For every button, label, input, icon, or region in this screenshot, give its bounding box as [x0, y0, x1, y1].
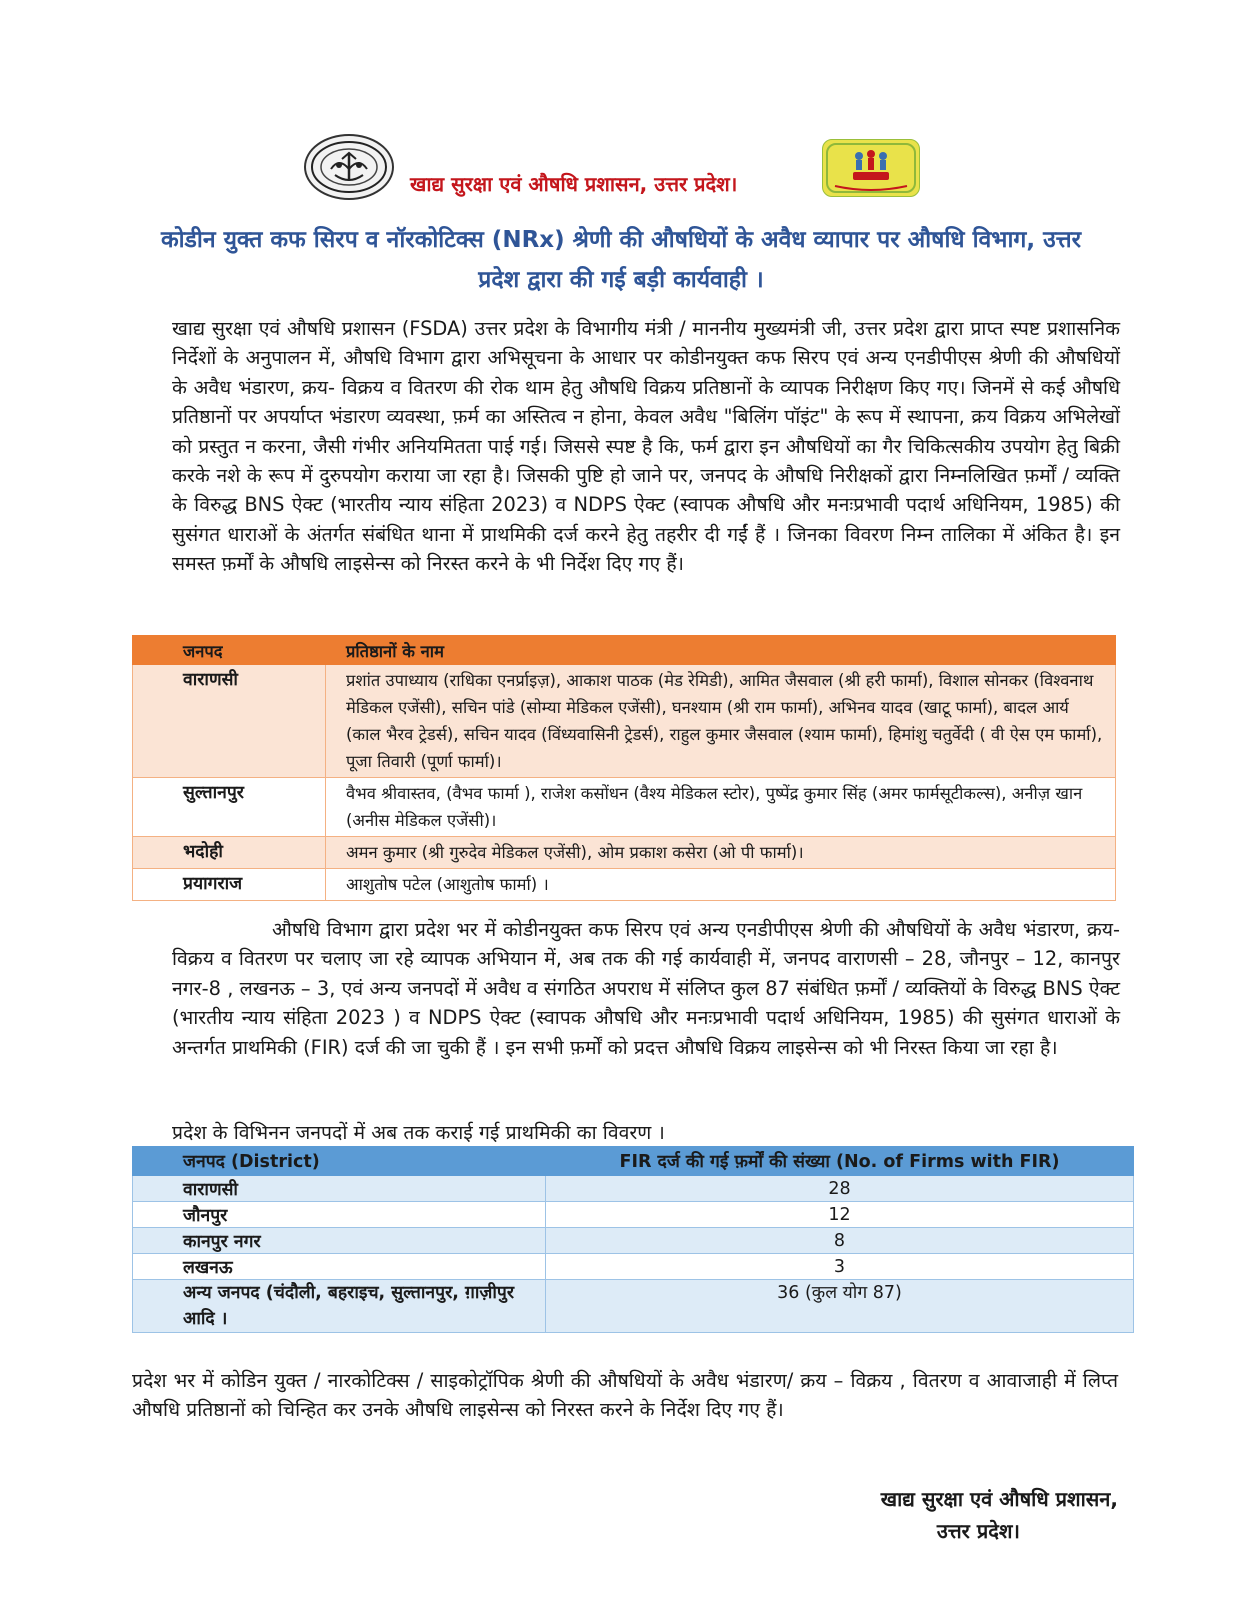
column-header-names: प्रतिष्ठानों के नाम [326, 636, 1116, 665]
table-row [133, 1176, 1134, 1202]
signature-line-2: उत्तर प्रदेश। [936, 1519, 1020, 1543]
table-row [133, 837, 1116, 869]
district-cell: जौनपुर [133, 1202, 546, 1228]
district-cell: लखनऊ [133, 1254, 546, 1280]
table-row [133, 1280, 1134, 1333]
table-row [133, 869, 1116, 901]
table-row [133, 665, 1116, 778]
count-cell: 12 [546, 1202, 1134, 1228]
intro-paragraph: खाद्य सुरक्षा एवं औषधि प्रशासन (FSDA) उत्तर प्रदेश के विभागीय मंत्री / माननीय मुख्यमंत्री जी, उत्तर प्रदेश द्वारा प्राप्त स्पष्ट प्रशासनिक निर्देशों के अनुपालन में, औषधि विभाग द्वारा अभिसूचना के आधार पर कोडीनयुक्त कफ सिरप एवं अन्य एनडीपीएस श्रेणी की औषधियों के अवैध भंडारण, क्रय- विक्रय व वितरण की रोक थाम हेतु औषधि विक्रय प्रतिष्ठानों के व्यापक निरीक्षण किए गए। जिनमें से कई औषधि प्रतिष्ठानों पर अपर्याप्त भंडारण व्यवस्था, फ़र्म का अस्तित्व न होना, केवल अवैध "बिलिंग पॉइंट" के रूप में स्थापना, क्रय विक्रय अभिलेखों को प्रस्तुत न करना, जैसी गंभीर अनियमितता पाई गई। जिससे स्पष्ट है कि, फर्म द्वारा इन औषधियों का गैर चिकित्सकीय उपयोग हेतु बिक्री करके नशे के रूप में दुरुपयोग कराया जा रहा है। जिसकी पुष्टि हो जाने पर, जनपद के औषधि निरीक्षकों द्वारा निम्नलिखित फ़र्मों / व्यक्ति के विरुद्ध BNS ऐक्ट (भारतीय न्याय संहिता 2023) व NDPS ऐक्ट (स्वापक औषधि और मनःप्रभावी पदार्थ अधिनियम, 1985) की सुसंगत धाराओं के अंतर्गत संबंधित थाना में प्राथमिकी दर्ज करने हेतु तहरीर दी गईं हैं । जिनका विवरण निम्न तालिका में अंकित है। इन समस्त फ़र्मों के औषधि लाइसेन्स को निरस्त करने के भी निर्देश दिए गए हैं। [172, 317, 1121, 576]
table-caption: प्रदेश के विभिनन जनपदों में अब तक कराई गई प्राथमिकी का विवरण । [172, 1121, 665, 1144]
department-title: खाद्य सुरक्षा एवं औषधि प्रशासन, उत्तर प्रदेश। [410, 172, 738, 196]
count-cell: 8 [546, 1228, 1134, 1254]
table-header-row [133, 636, 1116, 665]
names-cell: प्रशांत उपाध्याय (राधिका एनर्प्राइज़), आकाश पाठक (मेड रेमिडी), आमित जैसवाल (श्री हरी फार्मा), विशाल सोनकर (विश्वनाथ मेडिकल एजेंसी), सचिन पांडे (सोम्या मेडिकल एजेंसी), घनश्याम (श्री राम फार्मा), अभिनव यादव (खाटू फार्मा), बादल आर्य (काल भैरव ट्रेडर्स), सचिन यादव (विंध्यवासिनी ट्रेडर्स), राहुल कुमार जैसवाल (श्याम फार्मा), हिमांशु चतुर्वेदी ( वी ऐस एम फार्मा), पूजा तिवारी (पूर्णा फार्मा)। [326, 665, 1116, 778]
campaign-paragraph: औषधि विभाग द्वारा प्रदेश भर में कोडीनयुक्त कफ सिरप एवं अन्य एनडीपीएस श्रेणी की औषधियों के अवैध भंडारण, क्रय- विक्रय व वितरण पर चलाए जा रहे व्यापक अभियान में, अब तक की गई कार्यवाही में, जनपद वाराणसी – 28, जौनपुर – 12, कानपुर नगर-8 , लखनऊ – 3, एवं अन्य जनपदों में अवैध व संगठित अपराध में संलिप्त कुल 87 संबंधित फ़र्मों / व्यक्तियों के विरुद्ध BNS ऐक्ट (भारतीय न्याय संहिता 2023 ) व NDPS ऐक्ट (स्वापक औषधि और मनःप्रभावी पदार्थ अधिनियम, 1985) की सुसंगत धाराओं के अन्तर्गत प्राथमिकी (FIR) दर्ज की जा चुकी हैं । इन सभी फ़र्मों को प्रदत्त औषधि विक्रय लाइसेन्स को भी निरस्त किया जा रहा है। [172, 918, 1120, 1059]
signature-line-1: खाद्य सुरक्षा एवं औषधि प्रशासन, [880, 1487, 1118, 1511]
names-cell: अमन कुमार (श्री गुरुदेव मेडिकल एजेंसी), ओम प्रकाश कसेरा (ओ पी फार्मा)। [326, 837, 1116, 869]
count-cell: 28 [546, 1176, 1134, 1202]
district-cell: वाराणसी [133, 1176, 546, 1202]
table-row [133, 1254, 1134, 1280]
table-row [133, 1202, 1134, 1228]
headline: कोडीन युक्त कफ सिरप व नॉरकोटिक्स (NRx) श्रेणी की औषधियों के अवैध व्यापार पर औषधि विभाग, उत्तर प्रदेश द्वारा की गई बड़ी कार्यवाही । [160, 227, 1082, 293]
count-cell: 3 [546, 1254, 1134, 1280]
table-row [133, 778, 1116, 837]
fir-count-table [132, 1146, 1134, 1333]
column-header-district: जनपद (District) [133, 1147, 546, 1176]
table-row [133, 1228, 1134, 1254]
district-cell: प्रयागराज [133, 869, 326, 901]
count-cell: 36 (कुल योग 87) [546, 1280, 1134, 1333]
signature-block [700, 1483, 1118, 1547]
firms-table [132, 635, 1116, 901]
up-government-emblem-icon [304, 134, 394, 200]
fsda-logo-icon [822, 139, 920, 197]
district-cell: अन्य जनपद (चंदौली, बहराइच, सुल्तानपुर, ग़ाज़ीपुर आदि । [133, 1280, 546, 1333]
names-cell: आशुतोष पटेल (आशुतोष फार्मा) । [326, 869, 1116, 901]
table-header-row [133, 1147, 1134, 1176]
column-header-fir-count: FIR दर्ज की गई फ़र्मों की संख्या (No. of Firms with FIR) [546, 1147, 1134, 1176]
district-cell: भदोही [133, 837, 326, 869]
district-cell: वाराणसी [133, 665, 326, 778]
column-header-district: जनपद [133, 636, 326, 665]
district-cell: कानपुर नगर [133, 1228, 546, 1254]
names-cell: वैभव श्रीवास्तव, (वैभव फार्मा ), राजेश कसोंधन (वैश्य मेडिकल स्टोर), पुष्पेंद्र कुमार सिंह (अमर फार्मसूटीकल्स), अनीज़ खान (अनीस मेडिकल एजेंसी)। [326, 778, 1116, 837]
district-cell: सुल्तानपुर [133, 778, 326, 837]
closing-paragraph: प्रदेश भर में कोडिन युक्त / नारकोटिक्स / साइकोट्रॉपिक श्रेणी की औषधियों के अवैध भंडारण/ क्रय – विक्रय , वितरण व आवाजाही में लिप्त औषधि प्रतिष्ठानों को चिन्हित कर उनके औषधि लाइसेन्स को निरस्त करने के निर्देश दिए गए हैं। [132, 1369, 1118, 1422]
